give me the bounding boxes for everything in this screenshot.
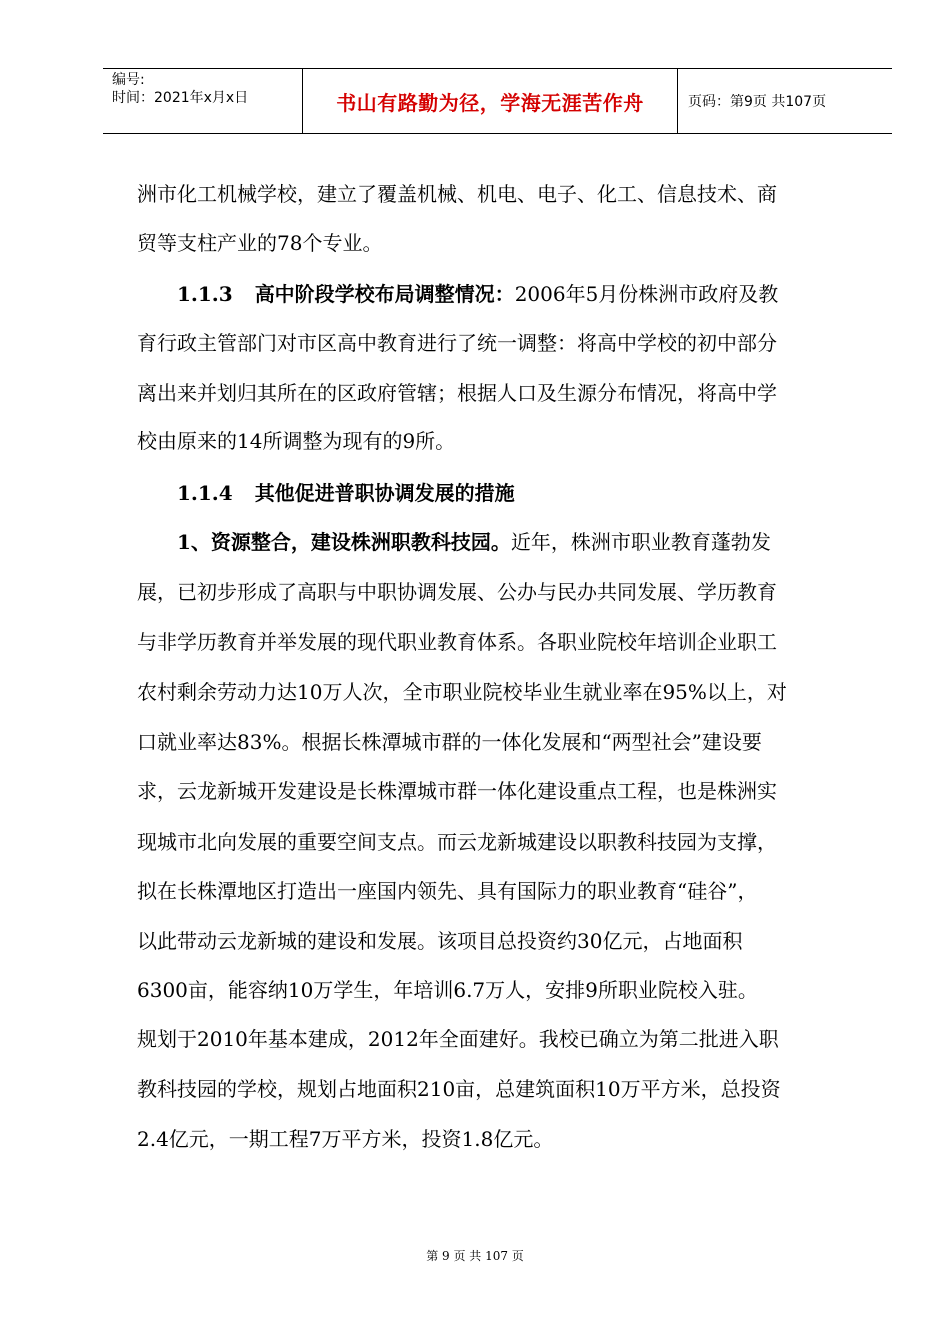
body-line-6: 离出来并划归其所在的区政府管辖；根据人口及生源分布情况，将高中学	[137, 381, 777, 405]
body-line-12: 与非学历教育并举发展的现代职业教育体系。各职业院校年培训企业职工	[137, 630, 777, 654]
body-line-18: 以此带动云龙新城的建设和发展。该项目总投资约30亿元，占地面积	[137, 929, 743, 953]
header-left-cell	[103, 69, 303, 133]
body-line-1: 洲市化工机械学校，建立了覆盖机械、机电、电子、化工、信息技术、商	[137, 182, 777, 206]
body-line-2: 贸等支柱产业的78个专业。	[137, 231, 383, 255]
body-line-7: 校由原来的14所调整为现有的9所。	[137, 429, 456, 453]
body-line-22: 2.4亿元，一期工程7万平方米，投资1.8亿元。	[137, 1127, 554, 1151]
body-line-21: 教科技园的学校，规划占地面积210亩，总建筑面积10万平方米，总投资	[137, 1077, 781, 1101]
section-113-title: 高中阶段学校布局调整情况：	[254, 282, 515, 306]
section-114-title: 其他促进普职协调发展的措施	[254, 481, 515, 505]
body-line-17: 拟在长株潭地区打造出一座国内领先、具有国际力的职业教育“硅谷”，	[137, 879, 758, 903]
number-label: 编号:	[112, 72, 145, 88]
body-line-11: 展，已初步形成了高职与中职协调发展、公办与民办共同发展、学历教育	[137, 580, 777, 604]
header-page-info: 页码：第9页 共107页	[688, 94, 827, 110]
body-line-14: 口就业率达83%。根据长株潭城市群的一体化发展和“两型社会”建设要	[137, 730, 762, 754]
section-114-heading	[137, 481, 515, 505]
section-114-number: 1.1.4	[177, 481, 233, 505]
header-motto: 书山有路勤为径，学海无涯苦作舟	[303, 69, 678, 133]
section-113-line	[137, 282, 778, 306]
body-line-20: 规划于2010年基本建成，2012年全面建好。我校已确立为第二批进入职	[137, 1027, 779, 1051]
body-line-13: 农村剩余劳动力达10万人次，全市职业院校毕业生就业率在95%以上，对	[137, 680, 787, 704]
section-113-number: 1.1.3	[177, 282, 233, 306]
point-1-lead: 1、资源整合，建设株洲职教科技园。	[177, 530, 511, 554]
body-line-19: 6300亩，能容纳10万学生，年培训6.7万人，安排9所职业院校入驻。	[137, 978, 758, 1002]
point-1-line	[137, 530, 771, 554]
body-line-5: 育行政主管部门对市区高中教育进行了统一调整：将高中学校的初中部分	[137, 331, 777, 355]
point-1-text: 近年，株洲市职业教育蓬勃发	[510, 530, 771, 554]
time-label: 时间：2021年x月x日	[112, 90, 249, 106]
page-header	[103, 68, 892, 134]
body-line-16: 现城市北向发展的重要空间支点。而云龙新城建设以职教科技园为支撑，	[137, 830, 777, 854]
section-113-text: 2006年5月份株洲市政府及教	[514, 282, 779, 306]
page-footer: 第 9 页 共 107 页	[426, 1249, 524, 1263]
body-line-15: 求，云龙新城开发建设是长株潭城市群一体化建设重点工程，也是株洲实	[137, 779, 777, 803]
